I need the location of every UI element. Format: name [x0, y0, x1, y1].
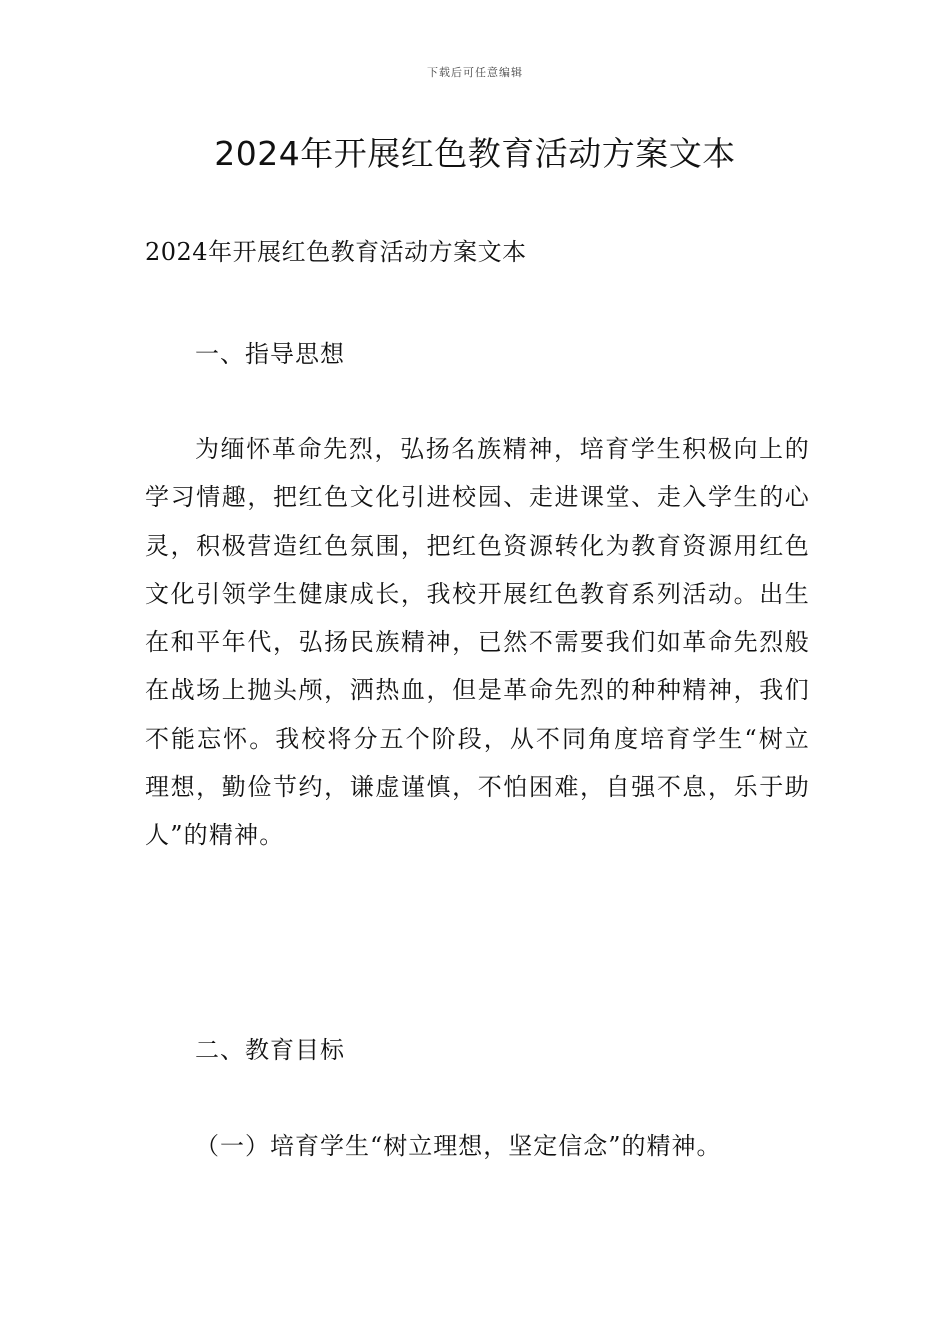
education-goal-item-1: （一）培育学生“树立理想，坚定信念”的精神。: [195, 1132, 722, 1160]
guiding-ideology-paragraph: 为缅怀革命先烈，弘扬名族精神，培育学生积极向上的学习情趣，把红色文化引进校园、走进课堂、走入学生的心灵，积极营造红色氛围，把红色资源转化为教育资源用红色文化引领学生健康成长，我校开展红色教育系列活动。出生在和平年代，弘扬民族精神，已然不需要我们如革命先烈般在战场上抛头颅，洒热血，但是革命先烈的种种精神，我们不能忘怀。我校将分五个阶段，从不同角度培育学生“树立理想，勤俭节约，谦虚谨慎，不怕困难，自强不息，乐于助人”的精神。: [145, 435, 810, 850]
section-heading-guiding-ideology: 一、指导思想: [195, 340, 345, 368]
header-note: 下载后可任意编辑: [427, 66, 523, 79]
section-heading-education-goals: 二、教育目标: [195, 1036, 345, 1064]
document-subtitle: 2024年开展红色教育活动方案文本: [145, 238, 527, 266]
document-title: 2024年开展红色教育活动方案文本: [214, 134, 736, 173]
